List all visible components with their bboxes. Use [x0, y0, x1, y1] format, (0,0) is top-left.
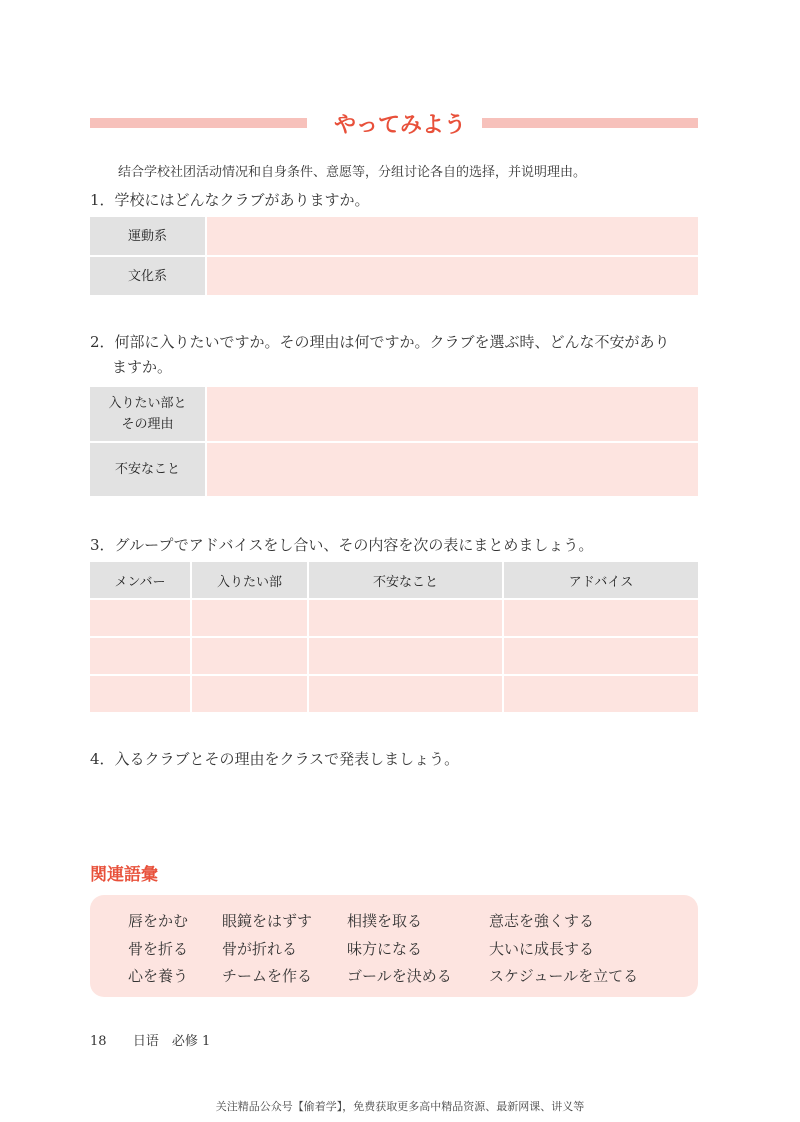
- q3-cell[interactable]: [504, 676, 698, 712]
- q3-cell[interactable]: [90, 676, 190, 712]
- vocab-item: チームを作る: [222, 967, 313, 985]
- q3-header-cell: アドバイス: [504, 562, 698, 598]
- q2-row-label: [90, 387, 205, 441]
- q3-cell[interactable]: [309, 638, 502, 674]
- q1-answer-cell[interactable]: [207, 257, 698, 295]
- q1-row-label: 運動系: [90, 217, 205, 255]
- heading-bar-right: [482, 118, 698, 128]
- question-2-line-2: ますか。: [112, 358, 173, 376]
- vocab-item: スケジュールを立てる: [489, 967, 639, 985]
- page-footer: [90, 1030, 210, 1049]
- vocab-item: 眼鏡をはずす: [222, 912, 313, 930]
- vocab-item: 心を養う: [128, 967, 189, 985]
- vocab-item: 唇をかむ: [128, 912, 189, 930]
- bottom-note: 关注精品公众号【偷着学】，免费获取更多高中精品资源、最新网课、讲义等: [215, 1100, 585, 1113]
- question-2-line-1: 2．何部に入りたいですか。その理由は何ですか。クラブを選ぶ時、どんな不安があり: [90, 333, 670, 351]
- q2-row-label: 不安なこと: [90, 443, 205, 496]
- q3-cell[interactable]: [192, 638, 307, 674]
- q2-row-label-line-2: その理由: [121, 417, 174, 432]
- q1-row-label: 文化系: [90, 257, 205, 295]
- q3-header-cell: メンバー: [90, 562, 190, 598]
- page-number: 18: [90, 1034, 107, 1049]
- q3-cell[interactable]: [192, 676, 307, 712]
- q2-row-label-line-1: 入りたい部と: [108, 396, 187, 411]
- question-3: 3．グループでアドバイスをし合い、その内容を次の表にまとめましょう。: [90, 536, 594, 554]
- intro-text: 结合学校社团活动情况和自身条件、意愿等，分组讨论各自的选择，并说明理由。: [118, 165, 587, 180]
- q1-answer-cell[interactable]: [207, 217, 698, 255]
- vocab-item: 大いに成長する: [489, 940, 595, 958]
- q3-cell[interactable]: [504, 600, 698, 636]
- vocab-item: 味方になる: [347, 940, 423, 958]
- q3-cell[interactable]: [504, 638, 698, 674]
- q3-header-cell: 入りたい部: [192, 562, 307, 598]
- heading-bar-left: [90, 118, 307, 128]
- q3-cell[interactable]: [90, 600, 190, 636]
- q3-cell[interactable]: [192, 600, 307, 636]
- vocab-item: 意志を強くする: [489, 912, 595, 930]
- vocab-item: 骨が折れる: [222, 940, 298, 958]
- q2-answer-cell[interactable]: [207, 443, 698, 496]
- book-title: 日语 必修 1: [132, 1034, 211, 1049]
- question-1: 1．学校にはどんなクラブがありますか。: [90, 191, 370, 209]
- q3-cell[interactable]: [309, 676, 502, 712]
- vocab-item: ゴールを決める: [347, 967, 452, 985]
- vocab-title: 関連語彙: [90, 865, 158, 885]
- section-heading: やってみよう: [333, 113, 466, 138]
- vocab-item: 相撲を取る: [347, 912, 423, 930]
- q3-cell[interactable]: [90, 638, 190, 674]
- q3-header-cell: 不安なこと: [309, 562, 502, 598]
- vocab-item: 骨を折る: [128, 940, 189, 958]
- q2-answer-cell[interactable]: [207, 387, 698, 441]
- q3-cell[interactable]: [309, 600, 502, 636]
- question-4: 4．入るクラブとその理由をクラスで発表しましょう。: [90, 750, 460, 768]
